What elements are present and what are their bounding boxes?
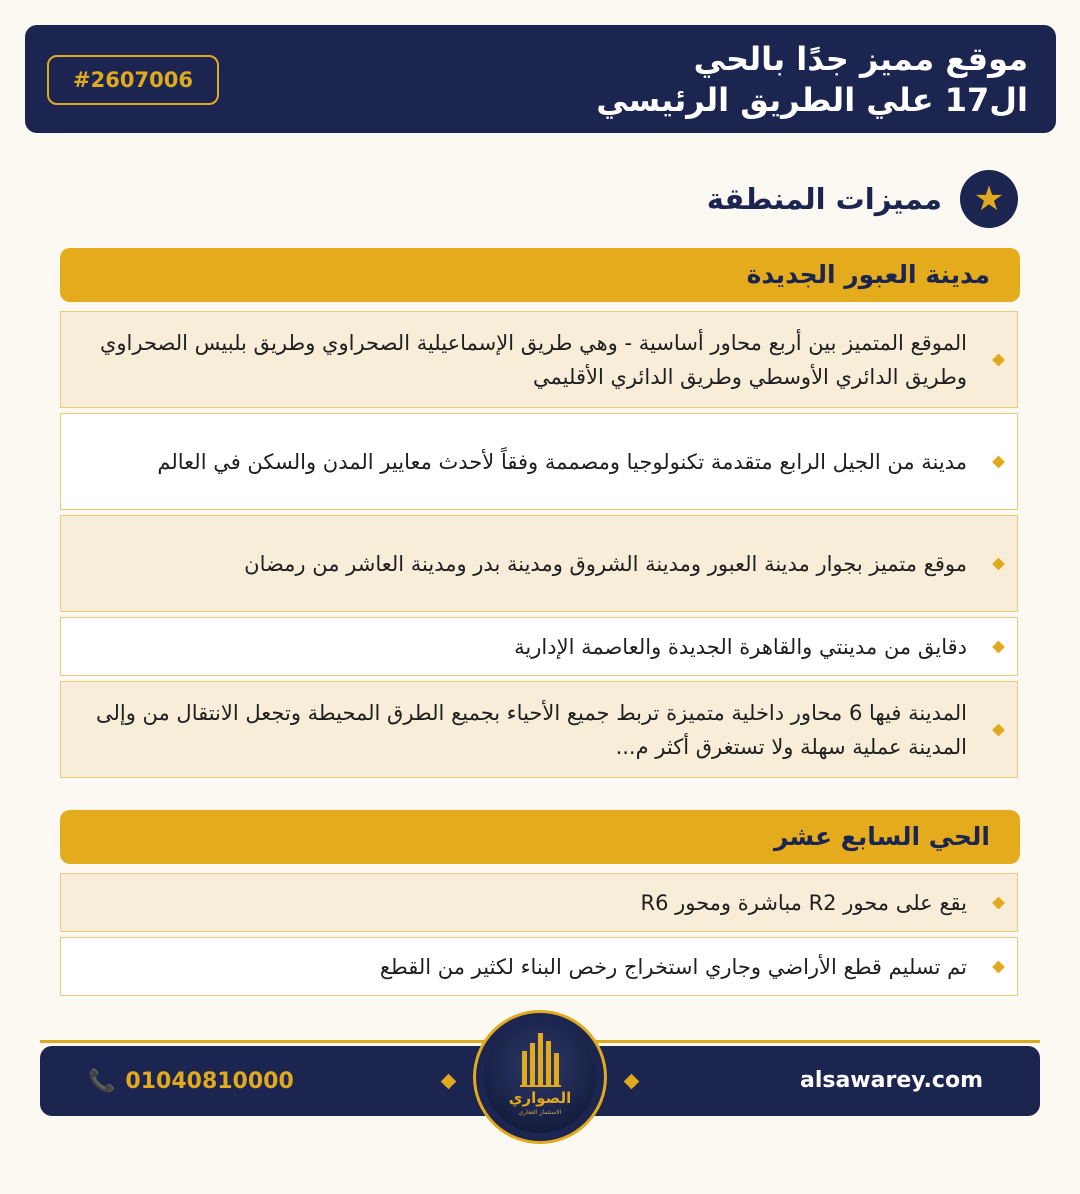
section-title: مميزات المنطقة [706, 182, 942, 216]
header-banner [25, 25, 1056, 133]
listing-id-badge: #2607006 [47, 55, 219, 105]
diamond-bullet-icon [992, 353, 1005, 366]
group-title: مدينة العبور الجديدة [746, 260, 990, 289]
list-item [60, 617, 1018, 676]
list-item-text: الموقع المتميز بين أربع محاور أساسية - وهي طريق الإسماعيلية الصحراوي وطريق بلبيس الصحراوي وطريق الدائري الأوسطي وطريق الدائري الأقليمي [99, 330, 967, 389]
buildings-icon [484, 1021, 596, 1091]
list-item [60, 515, 1018, 612]
diamond-bullet-icon [992, 640, 1005, 653]
diamond-bullet-icon [992, 723, 1005, 736]
diamond-bullet-icon [992, 960, 1005, 973]
list-item-text: تم تسليم قطع الأراضي وجاري استخراج رخص البناء لكثير من القطع [379, 954, 967, 979]
list-item-text: المدينة فيها 6 محاور داخلية متميزة تربط جميع الأحياء بجميع الطرق المحيطة وتجعل الانتقال من وإلى المدينة عملية سهلة ولا تستغرق أكثر م... [95, 700, 967, 759]
star-icon: ★ [960, 170, 1018, 228]
logo-tagline: الاستثمار العقاري [518, 1109, 562, 1116]
list-item-text: مدينة من الجيل الرابع متقدمة تكنولوجيا ومصممة وفقاً لأحدث معايير المدن والسكن في العالم [157, 449, 967, 474]
phone-number: 01040810000 [125, 1068, 294, 1094]
phone-contact[interactable] [88, 1046, 294, 1116]
list-item [60, 413, 1018, 510]
group-title: الحي السابع عشر [774, 822, 990, 851]
diamond-bullet-icon [992, 557, 1005, 570]
list-item-text: يقع على محور R2 مباشرة ومحور R6 [640, 890, 967, 915]
title-line-2: ال17 علي الطريق الرئيسي [596, 81, 1028, 119]
section-heading [707, 168, 1018, 230]
title-line-1: موقع مميز جدًا بالحي [693, 40, 1028, 78]
diamond-decor-icon [624, 1074, 640, 1090]
diamond-bullet-icon [992, 455, 1005, 468]
page-title [308, 39, 1028, 121]
company-logo [473, 1010, 607, 1144]
list-item [60, 937, 1018, 996]
list-item-text: موقع متميز بجوار مدينة العبور ومدينة الشروق ومدينة بدر ومدينة العاشر من رمضان [244, 551, 967, 576]
list-item [60, 873, 1018, 932]
list-item [60, 681, 1018, 778]
website-link[interactable]: alsawarey.com [799, 1068, 983, 1093]
logo-name: الصواري [508, 1089, 572, 1107]
group-header-district-17 [60, 810, 1020, 864]
diamond-decor-icon [441, 1074, 457, 1090]
logo-emblem [484, 1021, 596, 1133]
phone-icon: 📞 [88, 1068, 116, 1094]
group-header-obour [60, 248, 1020, 302]
list-item-text: دقايق من مدينتي والقاهرة الجديدة والعاصمة الإدارية [514, 634, 967, 659]
list-item [60, 311, 1018, 408]
diamond-bullet-icon [992, 896, 1005, 909]
